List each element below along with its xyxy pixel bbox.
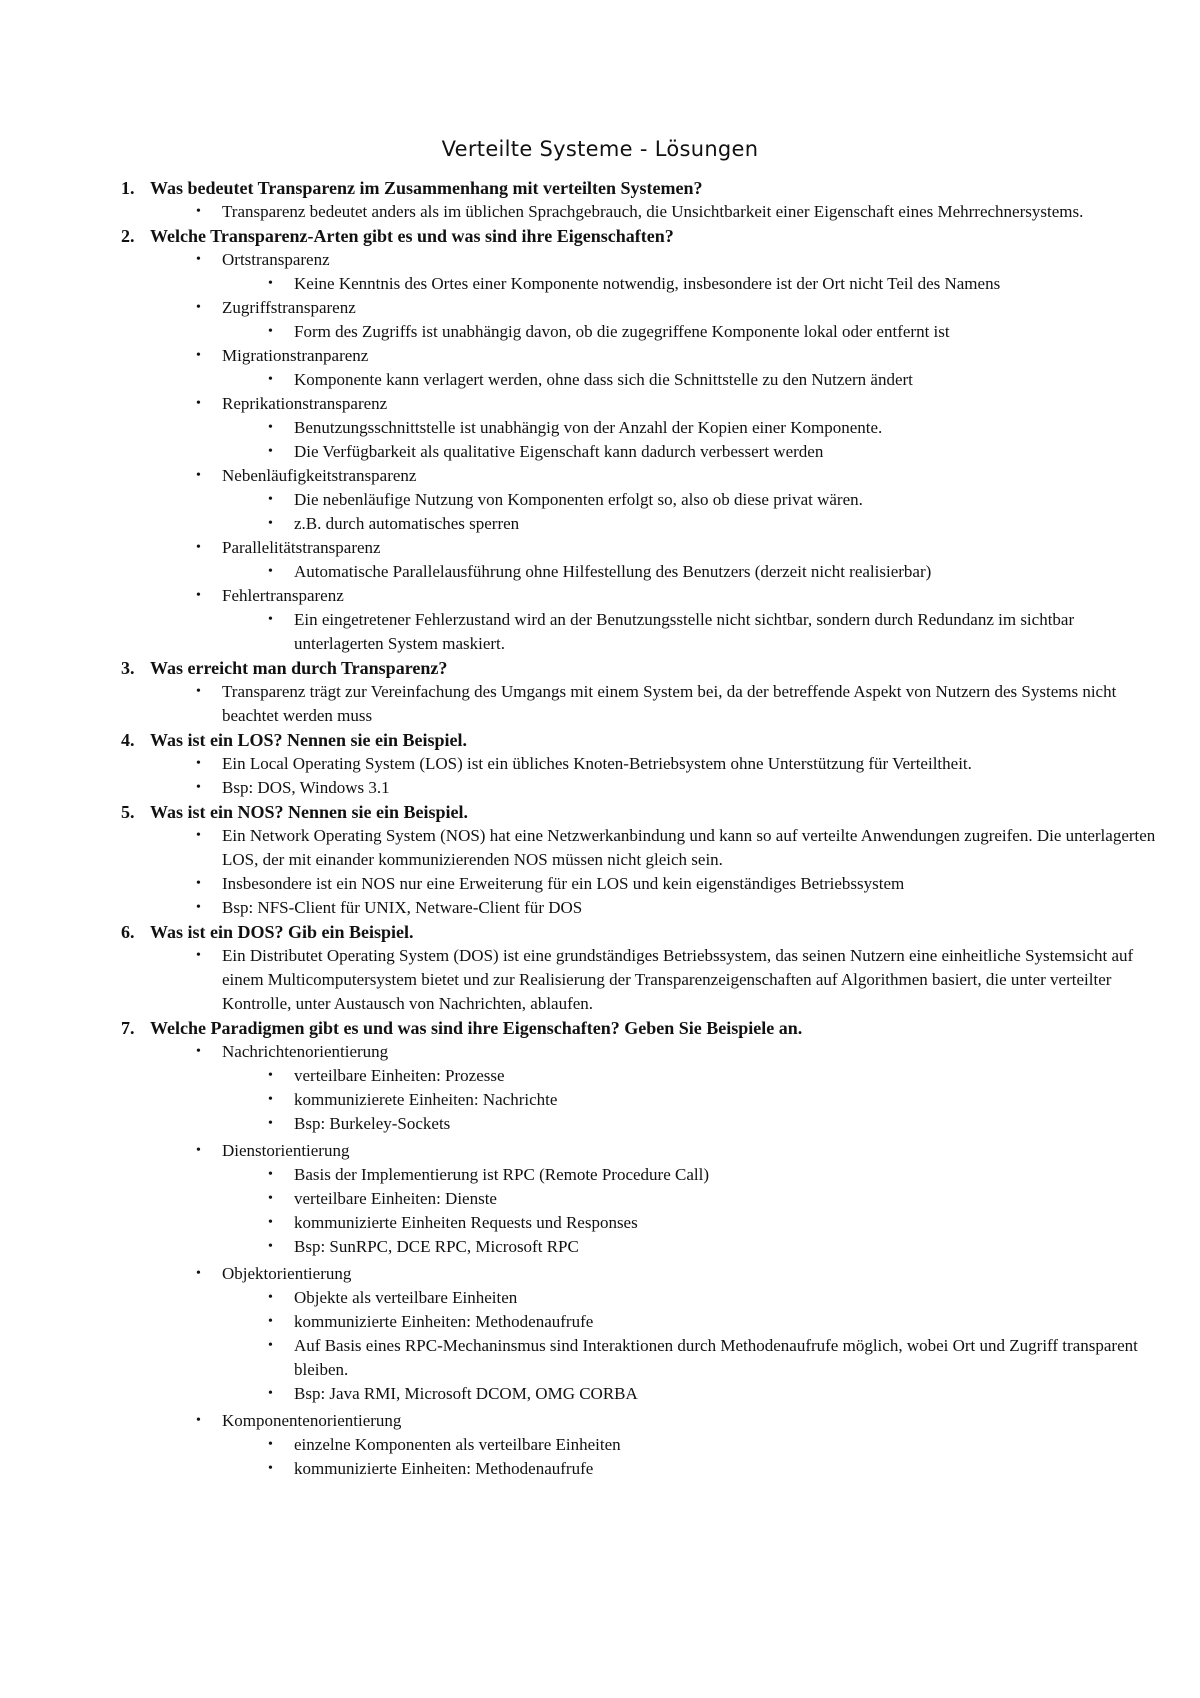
question-item bbox=[121, 728, 1160, 800]
question-item bbox=[121, 224, 1160, 656]
question-item bbox=[121, 800, 1160, 920]
answer-text: • Ein Local Operating System (LOS) ist ein übliches Knoten-Betriebsystem ohne Unterstützung für Verteiltheit. bbox=[222, 754, 972, 773]
question-heading bbox=[121, 224, 1160, 248]
sub-answer-list bbox=[222, 1163, 1160, 1259]
sub-answer-item: • einzelne Komponenten als verteilbare Einheiten bbox=[222, 1433, 1160, 1457]
sub-answer-item: • Die nebenläufige Nutzung von Komponenten erfolgt so, also ob diese privat wären. bbox=[222, 488, 1160, 512]
answer-item bbox=[150, 200, 1160, 224]
sub-answer-list bbox=[222, 368, 1160, 392]
question-text: Was erreicht man durch Transparenz? bbox=[150, 658, 448, 678]
answer-text: • Transparenz trägt zur Vereinfachung des Umgangs mit einem System bei, da der betreffende Aspekt von Nutzern des Systems nicht beachtet werden muss bbox=[222, 682, 1117, 725]
sub-answer-item: • verteilbare Einheiten: Prozesse bbox=[222, 1064, 1160, 1088]
sub-answer-item: • z.B. durch automatisches sperren bbox=[222, 512, 1160, 536]
answer-text: • Insbesondere ist ein NOS nur eine Erweiterung für ein LOS und kein eigenständiges Betriebssystem bbox=[222, 874, 905, 893]
answer-list bbox=[150, 200, 1160, 224]
question-text: Was ist ein LOS? Nennen sie ein Beispiel. bbox=[150, 730, 468, 750]
answer-item bbox=[150, 1040, 1160, 1136]
sub-answer-item: • kommunizierete Einheiten: Nachrichte bbox=[222, 1088, 1160, 1112]
sub-answer-list bbox=[222, 272, 1160, 296]
sub-answer-item: • Ein eingetretener Fehlerzustand wird an der Benutzungsstelle nicht sichtbar, sondern durch Redundanz im sichtbar unterlagerten System maskiert. bbox=[222, 608, 1160, 656]
question-text: Was bedeutet Transparenz im Zusammenhang mit verteilten Systemen? bbox=[150, 178, 703, 198]
answer-list bbox=[150, 824, 1160, 920]
answer-text: • Ortstransparenz bbox=[222, 250, 330, 269]
sub-answer-item: • Keine Kenntnis des Ortes einer Komponente notwendig, insbesondere ist der Ort nicht Teil des Namens bbox=[222, 272, 1160, 296]
question-text: Was ist ein NOS? Nennen sie ein Beispiel. bbox=[150, 802, 469, 822]
answer-text: • Bsp: DOS, Windows 3.1 bbox=[222, 778, 390, 797]
answer-item bbox=[150, 296, 1160, 344]
answer-list bbox=[150, 944, 1160, 1016]
answer-text: • Komponentenorientierung bbox=[222, 1411, 402, 1430]
answer-list bbox=[150, 248, 1160, 656]
answer-text: • Objektorientierung bbox=[222, 1264, 352, 1283]
question-heading bbox=[121, 920, 1160, 944]
sub-answer-item: • kommunizierte Einheiten: Methodenaufrufe bbox=[222, 1310, 1160, 1334]
question-item bbox=[121, 656, 1160, 728]
sub-answer-item: • kommunizierte Einheiten: Methodenaufrufe bbox=[222, 1457, 1160, 1481]
sub-answer-list bbox=[222, 1433, 1160, 1481]
question-item bbox=[121, 176, 1160, 224]
question-number: 3. bbox=[121, 658, 135, 678]
answer-item bbox=[150, 1409, 1160, 1481]
answer-item bbox=[150, 752, 1160, 776]
answer-item bbox=[150, 680, 1160, 728]
answer-list bbox=[150, 1040, 1160, 1481]
answer-item bbox=[150, 824, 1160, 872]
question-item bbox=[121, 1016, 1160, 1481]
sub-answer-list bbox=[222, 320, 1160, 344]
answer-text: • Ein Network Operating System (NOS) hat eine Netzwerkanbindung und kann so auf verteilte Anwendungen zugreifen. Die unterlagerten LOS, der mit einander kommunizierenden NOS müssen nicht gleich sein. bbox=[222, 826, 1156, 869]
question-item bbox=[121, 920, 1160, 1016]
sub-answer-item: • Komponente kann verlagert werden, ohne dass sich die Schnittstelle zu den Nutzern ändert bbox=[222, 368, 1160, 392]
question-heading bbox=[121, 800, 1160, 824]
answer-item bbox=[150, 896, 1160, 920]
sub-answer-item: • Benutzungsschnittstelle ist unabhängig von der Anzahl der Kopien einer Komponente. bbox=[222, 416, 1160, 440]
answer-list bbox=[150, 680, 1160, 728]
sub-answer-item: • Bsp: Java RMI, Microsoft DCOM, OMG CORBA bbox=[222, 1382, 1160, 1406]
sub-answer-item: • Bsp: SunRPC, DCE RPC, Microsoft RPC bbox=[222, 1235, 1160, 1259]
sub-answer-item: • Basis der Implementierung ist RPC (Remote Procedure Call) bbox=[222, 1163, 1160, 1187]
answer-item bbox=[150, 392, 1160, 464]
answer-item bbox=[150, 1139, 1160, 1259]
sub-answer-item: • Die Verfügbarkeit als qualitative Eigenschaft kann dadurch verbessert werden bbox=[222, 440, 1160, 464]
answer-text: • Bsp: NFS-Client für UNIX, Netware-Client für DOS bbox=[222, 898, 583, 917]
answer-item bbox=[150, 536, 1160, 584]
sub-answer-list bbox=[222, 1286, 1160, 1406]
answer-text: • Parallelitätstransparenz bbox=[222, 538, 381, 557]
answer-text: • Reprikationstransparenz bbox=[222, 394, 388, 413]
question-number: 5. bbox=[121, 802, 135, 822]
answer-item bbox=[150, 1262, 1160, 1406]
question-number: 2. bbox=[121, 226, 135, 246]
answer-list bbox=[150, 752, 1160, 800]
answer-item bbox=[150, 248, 1160, 296]
question-list bbox=[121, 176, 1160, 1481]
question-number: 7. bbox=[121, 1018, 135, 1038]
answer-text: • Zugriffstransparenz bbox=[222, 298, 356, 317]
answer-item bbox=[150, 776, 1160, 800]
sub-answer-item: • verteilbare Einheiten: Dienste bbox=[222, 1187, 1160, 1211]
answer-text: • Transparenz bedeutet anders als im üblichen Sprachgebrauch, die Unsichtbarkeit einer Eigenschaft eines Mehrrechnersystems. bbox=[222, 202, 1084, 221]
sub-answer-list bbox=[222, 608, 1160, 656]
question-text: Welche Paradigmen gibt es und was sind ihre Eigenschaften? Geben Sie Beispiele an. bbox=[150, 1018, 803, 1038]
question-number: 1. bbox=[121, 178, 135, 198]
answer-text: • Nachrichtenorientierung bbox=[222, 1042, 389, 1061]
sub-answer-list bbox=[222, 488, 1160, 536]
sub-answer-item: • Automatische Parallelausführung ohne Hilfestellung des Benutzers (derzeit nicht realisierbar) bbox=[222, 560, 1160, 584]
sub-answer-list bbox=[222, 1064, 1160, 1136]
question-text: Was ist ein DOS? Gib ein Beispiel. bbox=[150, 922, 414, 942]
question-heading bbox=[121, 1016, 1160, 1040]
answer-item bbox=[150, 464, 1160, 536]
document-title: Verteilte Systeme - Lösungen bbox=[441, 137, 759, 161]
question-heading bbox=[121, 656, 1160, 680]
answer-item bbox=[150, 944, 1160, 1016]
answer-text: • Dienstorientierung bbox=[222, 1141, 350, 1160]
question-number: 6. bbox=[121, 922, 135, 942]
question-heading bbox=[121, 176, 1160, 200]
sub-answer-item: • Bsp: Burkeley-Sockets bbox=[222, 1112, 1160, 1136]
sub-answer-list bbox=[222, 416, 1160, 464]
answer-text: • Migrationstranparenz bbox=[222, 346, 369, 365]
answer-item bbox=[150, 344, 1160, 392]
sub-answer-item: • kommunizierte Einheiten Requests und Responses bbox=[222, 1211, 1160, 1235]
question-heading bbox=[121, 728, 1160, 752]
answer-text: • Nebenläufigkeitstransparenz bbox=[222, 466, 417, 485]
answer-text: • Ein Distributet Operating System (DOS) ist eine grundständiges Betriebssystem, das seinen Nutzern eine einheitliche Systemsicht auf einem Multicomputersystem bietet und zur Realisierung der Transparenzeigenschaften auf Algorithmen basiert, die unter verteilter Kontrolle, unter Austausch von Nachrichten, ablaufen. bbox=[222, 946, 1134, 1013]
sub-answer-item: • Form des Zugriffs ist unabhängig davon, ob die zugegriffene Komponente lokal oder entfernt ist bbox=[222, 320, 1160, 344]
question-number: 4. bbox=[121, 730, 135, 750]
sub-answer-item: • Objekte als verteilbare Einheiten bbox=[222, 1286, 1160, 1310]
answer-item bbox=[150, 872, 1160, 896]
question-text: Welche Transparenz-Arten gibt es und was sind ihre Eigenschaften? bbox=[150, 226, 674, 246]
answer-text: • Fehlertransparenz bbox=[222, 586, 344, 605]
sub-answer-item: • Auf Basis eines RPC-Mechaninsmus sind Interaktionen durch Methodenaufrufe möglich, wobei Ort und Zugriff transparent bleiben. bbox=[222, 1334, 1160, 1382]
answer-item bbox=[150, 584, 1160, 656]
sub-answer-list bbox=[222, 560, 1160, 584]
